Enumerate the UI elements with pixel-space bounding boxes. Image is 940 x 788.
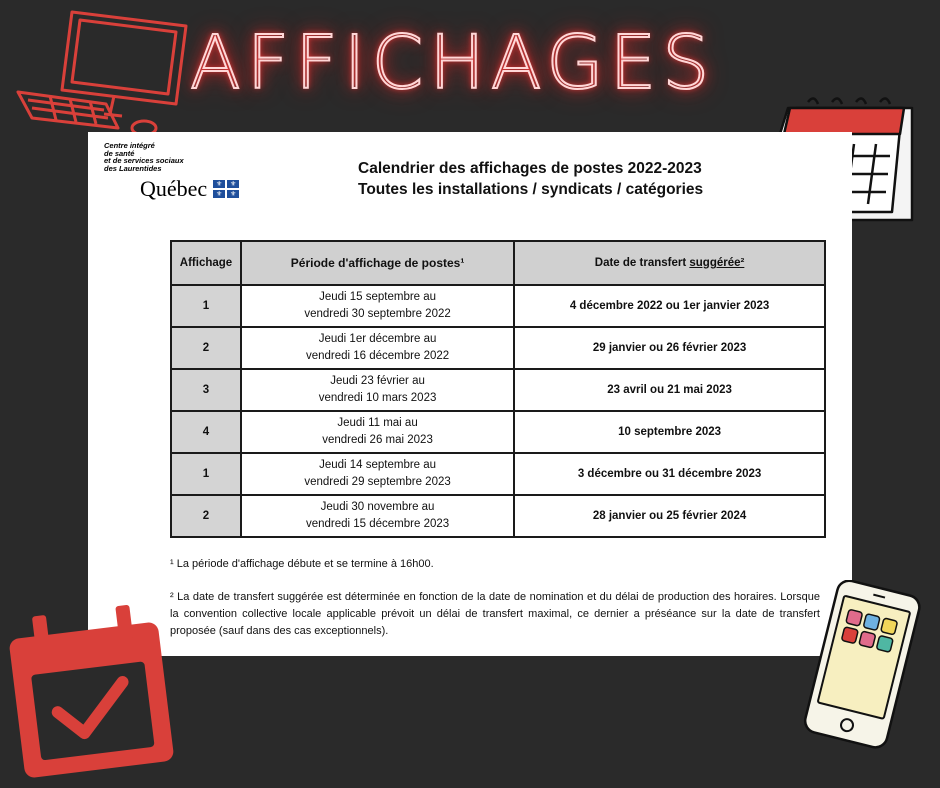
affichage-number: 1	[171, 285, 241, 327]
cisss-logo	[104, 142, 274, 202]
affichage-number: 3	[171, 369, 241, 411]
logo-org-name: Centre intégré de santé et de services sociaux des Laurentides	[104, 141, 184, 173]
date-transfert-cell: 23 avril ou 21 mai 2023	[514, 369, 825, 411]
periode-cell: Jeudi 1er décembre au vendredi 16 décembre 2022	[241, 327, 514, 369]
periode-cell: Jeudi 30 novembre au vendredi 15 décembre 2023	[241, 495, 514, 537]
table-row	[171, 411, 825, 453]
footnote-1: ¹ La période d'affichage débute et se termine à 16h00.	[170, 558, 434, 570]
computer-icon	[10, 4, 200, 144]
header-date-transfert: Date de transfert suggérée²	[514, 241, 825, 285]
table-row	[171, 285, 825, 327]
smartphone-icon	[792, 580, 932, 750]
calendar-check-icon	[6, 596, 176, 782]
table-header-row	[171, 241, 825, 285]
header-affichage: Affichage	[171, 241, 241, 285]
schedule-table	[170, 240, 826, 538]
date-transfert-cell: 3 décembre ou 31 décembre 2023	[514, 453, 825, 495]
affichage-number: 1	[171, 453, 241, 495]
document-title: Calendrier des affichages de postes 2022-2023 Toutes les installations / syndicats / catégories	[358, 160, 704, 198]
schedule-document	[88, 132, 852, 656]
table-row	[171, 495, 825, 537]
footnote-2: ² La date de transfert suggérée est déterminée en fonction de la date de nomination et du délai de production des horaires. Lorsque la convention collective locale applicable prévoit un délai de transfert maximal, ce dernier a préséance sur la date de transfert proposée (sauf dans des cas exceptionnels).	[170, 591, 820, 637]
date-transfert-cell: 28 janvier ou 25 février 2024	[514, 495, 825, 537]
header-periode: Période d'affichage de postes¹	[241, 241, 514, 285]
affichage-number: 2	[171, 495, 241, 537]
periode-cell: Jeudi 14 septembre au vendredi 29 septembre 2023	[241, 453, 514, 495]
date-transfert-cell: 29 janvier ou 26 février 2023	[514, 327, 825, 369]
affichage-number: 4	[171, 411, 241, 453]
periode-cell: Jeudi 15 septembre au vendredi 30 septembre 2022	[241, 285, 514, 327]
logo-quebec: Québec ⚜ ⚜ ⚜ ⚜	[140, 176, 274, 202]
periode-cell: Jeudi 23 février au vendredi 10 mars 2023	[241, 369, 514, 411]
footnotes	[170, 556, 820, 640]
table-row	[171, 453, 825, 495]
affichage-number: 2	[171, 327, 241, 369]
table-row	[171, 327, 825, 369]
date-transfert-cell: 10 septembre 2023	[514, 411, 825, 453]
periode-cell: Jeudi 11 mai au vendredi 26 mai 2023	[241, 411, 514, 453]
date-transfert-cell: 4 décembre 2022 ou 1er janvier 2023	[514, 285, 825, 327]
fleur-de-lis-flag-icon: ⚜ ⚜ ⚜ ⚜	[213, 180, 239, 198]
banner-title: AFFICHAGES	[190, 20, 716, 106]
table-row	[171, 369, 825, 411]
